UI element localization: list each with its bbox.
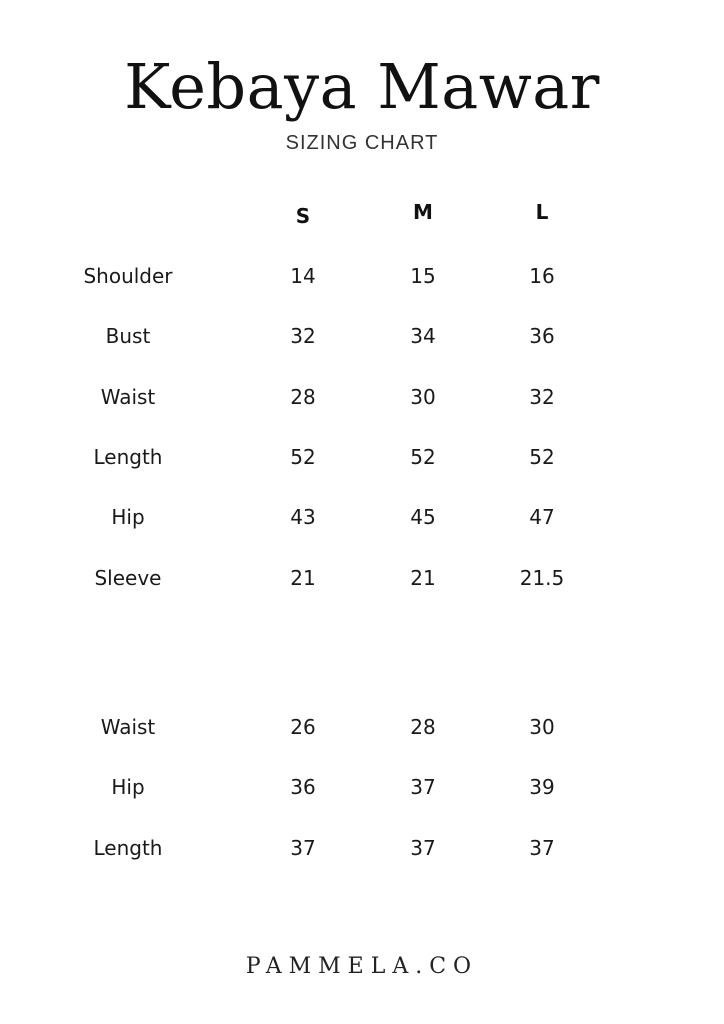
bottom-cell-length-l: 37: [529, 836, 555, 860]
bottom-cell-length-s: 37: [290, 836, 316, 860]
bottom-cell-hip-l: 39: [529, 775, 555, 799]
top-cell-shoulder-l: 16: [529, 264, 555, 288]
bottom-cell-waist-l: 30: [529, 715, 555, 739]
size-header-m: M: [413, 200, 433, 224]
size-header-l: L: [535, 200, 549, 224]
top-cell-bust-s: 32: [290, 324, 316, 348]
bottom-cell-hip-m: 37: [410, 775, 436, 799]
top-cell-sleeve-s: 21: [290, 566, 316, 590]
top-row-label-length: Length: [93, 445, 163, 469]
top-row-label-waist: Waist: [100, 385, 156, 409]
top-cell-waist-s: 28: [290, 385, 316, 409]
top-cell-length-m: 52: [410, 445, 436, 469]
top-cell-shoulder-s: 14: [290, 264, 316, 288]
top-cell-hip-m: 45: [410, 505, 436, 529]
top-cell-hip-l: 47: [529, 505, 555, 529]
top-cell-waist-m: 30: [410, 385, 436, 409]
bottom-row-label-length: Length: [93, 836, 163, 860]
top-cell-length-s: 52: [290, 445, 316, 469]
bottom-cell-length-m: 37: [410, 836, 436, 860]
bottom-row-label-hip: Hip: [111, 775, 145, 799]
top-row-label-hip: Hip: [111, 505, 145, 529]
page-title: Kebaya Mawar: [124, 50, 600, 123]
top-cell-bust-l: 36: [529, 324, 555, 348]
bottom-cell-hip-s: 36: [290, 775, 316, 799]
top-cell-shoulder-m: 15: [410, 264, 436, 288]
page-subtitle: SIZING CHART: [285, 132, 439, 154]
size-header-s: S: [295, 204, 311, 228]
top-cell-sleeve-l: 21.5: [519, 566, 565, 590]
bottom-row-label-waist: Waist: [100, 715, 156, 739]
top-cell-length-l: 52: [529, 445, 555, 469]
top-cell-hip-s: 43: [290, 505, 316, 529]
bottom-cell-waist-s: 26: [290, 715, 316, 739]
top-cell-bust-m: 34: [410, 324, 436, 348]
top-row-label-bust: Bust: [105, 324, 151, 348]
top-cell-sleeve-m: 21: [410, 566, 436, 590]
top-cell-waist-l: 32: [529, 385, 555, 409]
top-row-label-sleeve: Sleeve: [94, 566, 162, 590]
brand-name: PAMMELA.CO: [245, 954, 479, 979]
bottom-cell-waist-m: 28: [410, 715, 436, 739]
top-row-label-shoulder: Shoulder: [83, 264, 173, 288]
